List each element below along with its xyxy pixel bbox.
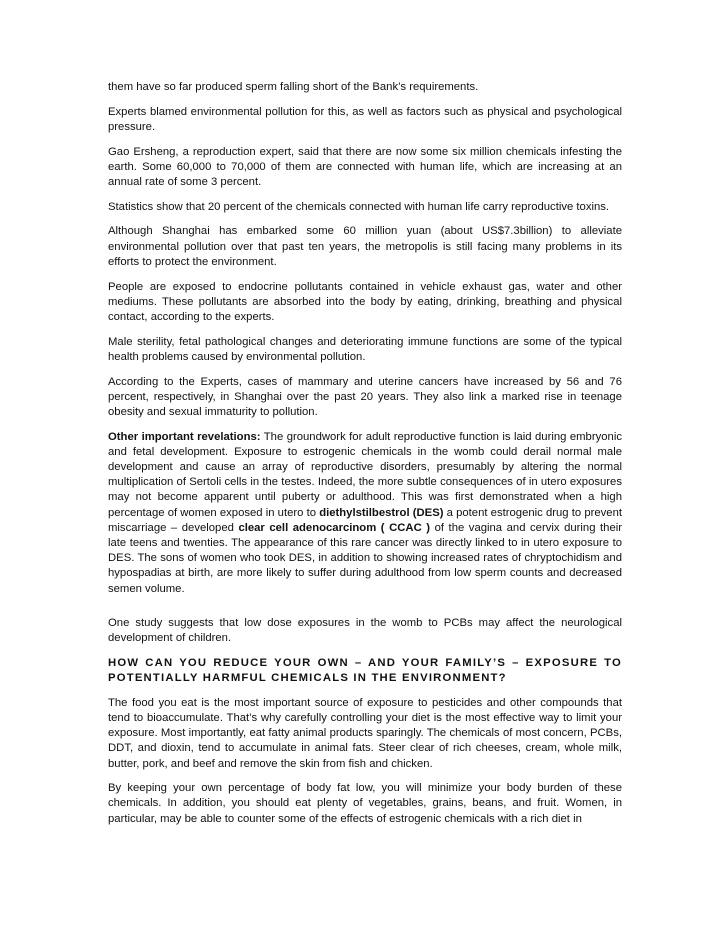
paragraph-pcb-study: One study suggests that low dose exposures in the womb to PCBs may affect the neurological development of children. xyxy=(108,616,622,645)
paragraph-gao-ersheng: Gao Ersheng, a reproduction expert, said that there are now some six million chemicals infesting the earth. Some 60,000 to 70,000 of them are connected with human life, which are increasing at an annual rate of some 3 percent. xyxy=(108,145,622,189)
paragraph-food-exposure: The food you eat is the most important source of exposure to pesticides and other compounds that tend to bioaccumulate. That’s why carefully controlling your diet is the most effective way to limit your exposure. Most importantly, eat fatty animal products sparingly. The chemicals of most concern, PCBs, DDT, and dioxin, tend to accumulate in animal fats. Steer clear of rich cheeses, cream, whole milk, butter, pork, and beef and remove the skin from fish and chicken. xyxy=(108,696,622,770)
section-heading: HOW CAN YOU REDUCE YOUR OWN – AND YOUR FAMILY’S – EXPOSURE TO POTENTIALLY HARMFUL CHEMICALS IN THE ENVIRONMENT? xyxy=(108,656,622,684)
paragraph-body-fat: By keeping your own percentage of body fat low, you will minimize your body burden of these chemicals. In addition, you should eat plenty of vegetables, grains, beans, and fruit. Women, in particular, may be able to counter some of the effects of estrogenic chemicals with a rich diet in xyxy=(108,782,622,825)
des-term: diethylstilbestrol (DES) xyxy=(319,506,444,519)
paragraph-male-sterility: Male sterility, fetal pathological changes and deteriorating immune functions are some of the typical health problems caused by environmental pollution. xyxy=(108,335,622,363)
paragraph-shanghai-funding: Although Shanghai has embarked some 60 million yuan (about US$7.3billion) to alleviate environmental pollution over that past ten years, the metropolis is still facing many problems in its efforts to protect the environment. xyxy=(108,225,622,268)
document-page xyxy=(108,80,622,836)
paragraph-sperm-requirements: them have so far produced sperm falling short of the Bank’s requirements. xyxy=(108,81,479,93)
revelations-lead: Other important revelations: xyxy=(108,430,261,443)
ccac-term: clear cell adenocarcinom ( CCAC ) xyxy=(238,521,431,534)
paragraph-endocrine-pollutants: People are exposed to endocrine pollutants contained in vehicle exhaust gas, water and other mediums. These pollutants are absorbed into the body by eating, drinking, breathing and physical contact, according to the experts. xyxy=(108,280,622,323)
revelations-text-1: The groundwork for adult reproductive function is laid during embryonic and fetal development. Exposure to estrogenic chemicals in the womb could derail normal male development and cause an array of reproductive disorders, presumably by altering the normal multiplication of Sertoli cells in the testes. Indeed, the more subtle consequences of in utero exposures may not become apparent until puberty or adulthood. This was first demonstrated when a high percentage of women exposed in utero to xyxy=(108,430,622,519)
paragraph-other-revelations xyxy=(108,430,622,597)
revelations-text-2: a potent estrogenic drug to prevent miscarriage – developed xyxy=(108,506,622,534)
paragraph-statistics: Statistics show that 20 percent of the chemicals connected with human life carry reproductive toxins. xyxy=(108,200,610,213)
paragraph-experts-blamed: Experts blamed environmental pollution for this, as well as factors such as physical and psychological pressure. xyxy=(108,105,622,133)
revelations-text-3: of the vagina and cervix during their late teens and twenties. The appearance of this rare cancer was directly linked to in utero exposure to DES. The sons of women who took DES, in addition to showing increased rates of chryptochidism and hypospadias at birth, are more likely to suffer during adulthood from low sperm counts and decreased semen volume. xyxy=(108,521,622,595)
paragraph-cancer-rates: According to the Experts, cases of mammary and uterine cancers have increased by 56 and 76 percent, respectively, in Shanghai over the past 20 years. They also link a marked rise in teenage obesity and sexual immaturity to pollution. xyxy=(108,375,622,418)
